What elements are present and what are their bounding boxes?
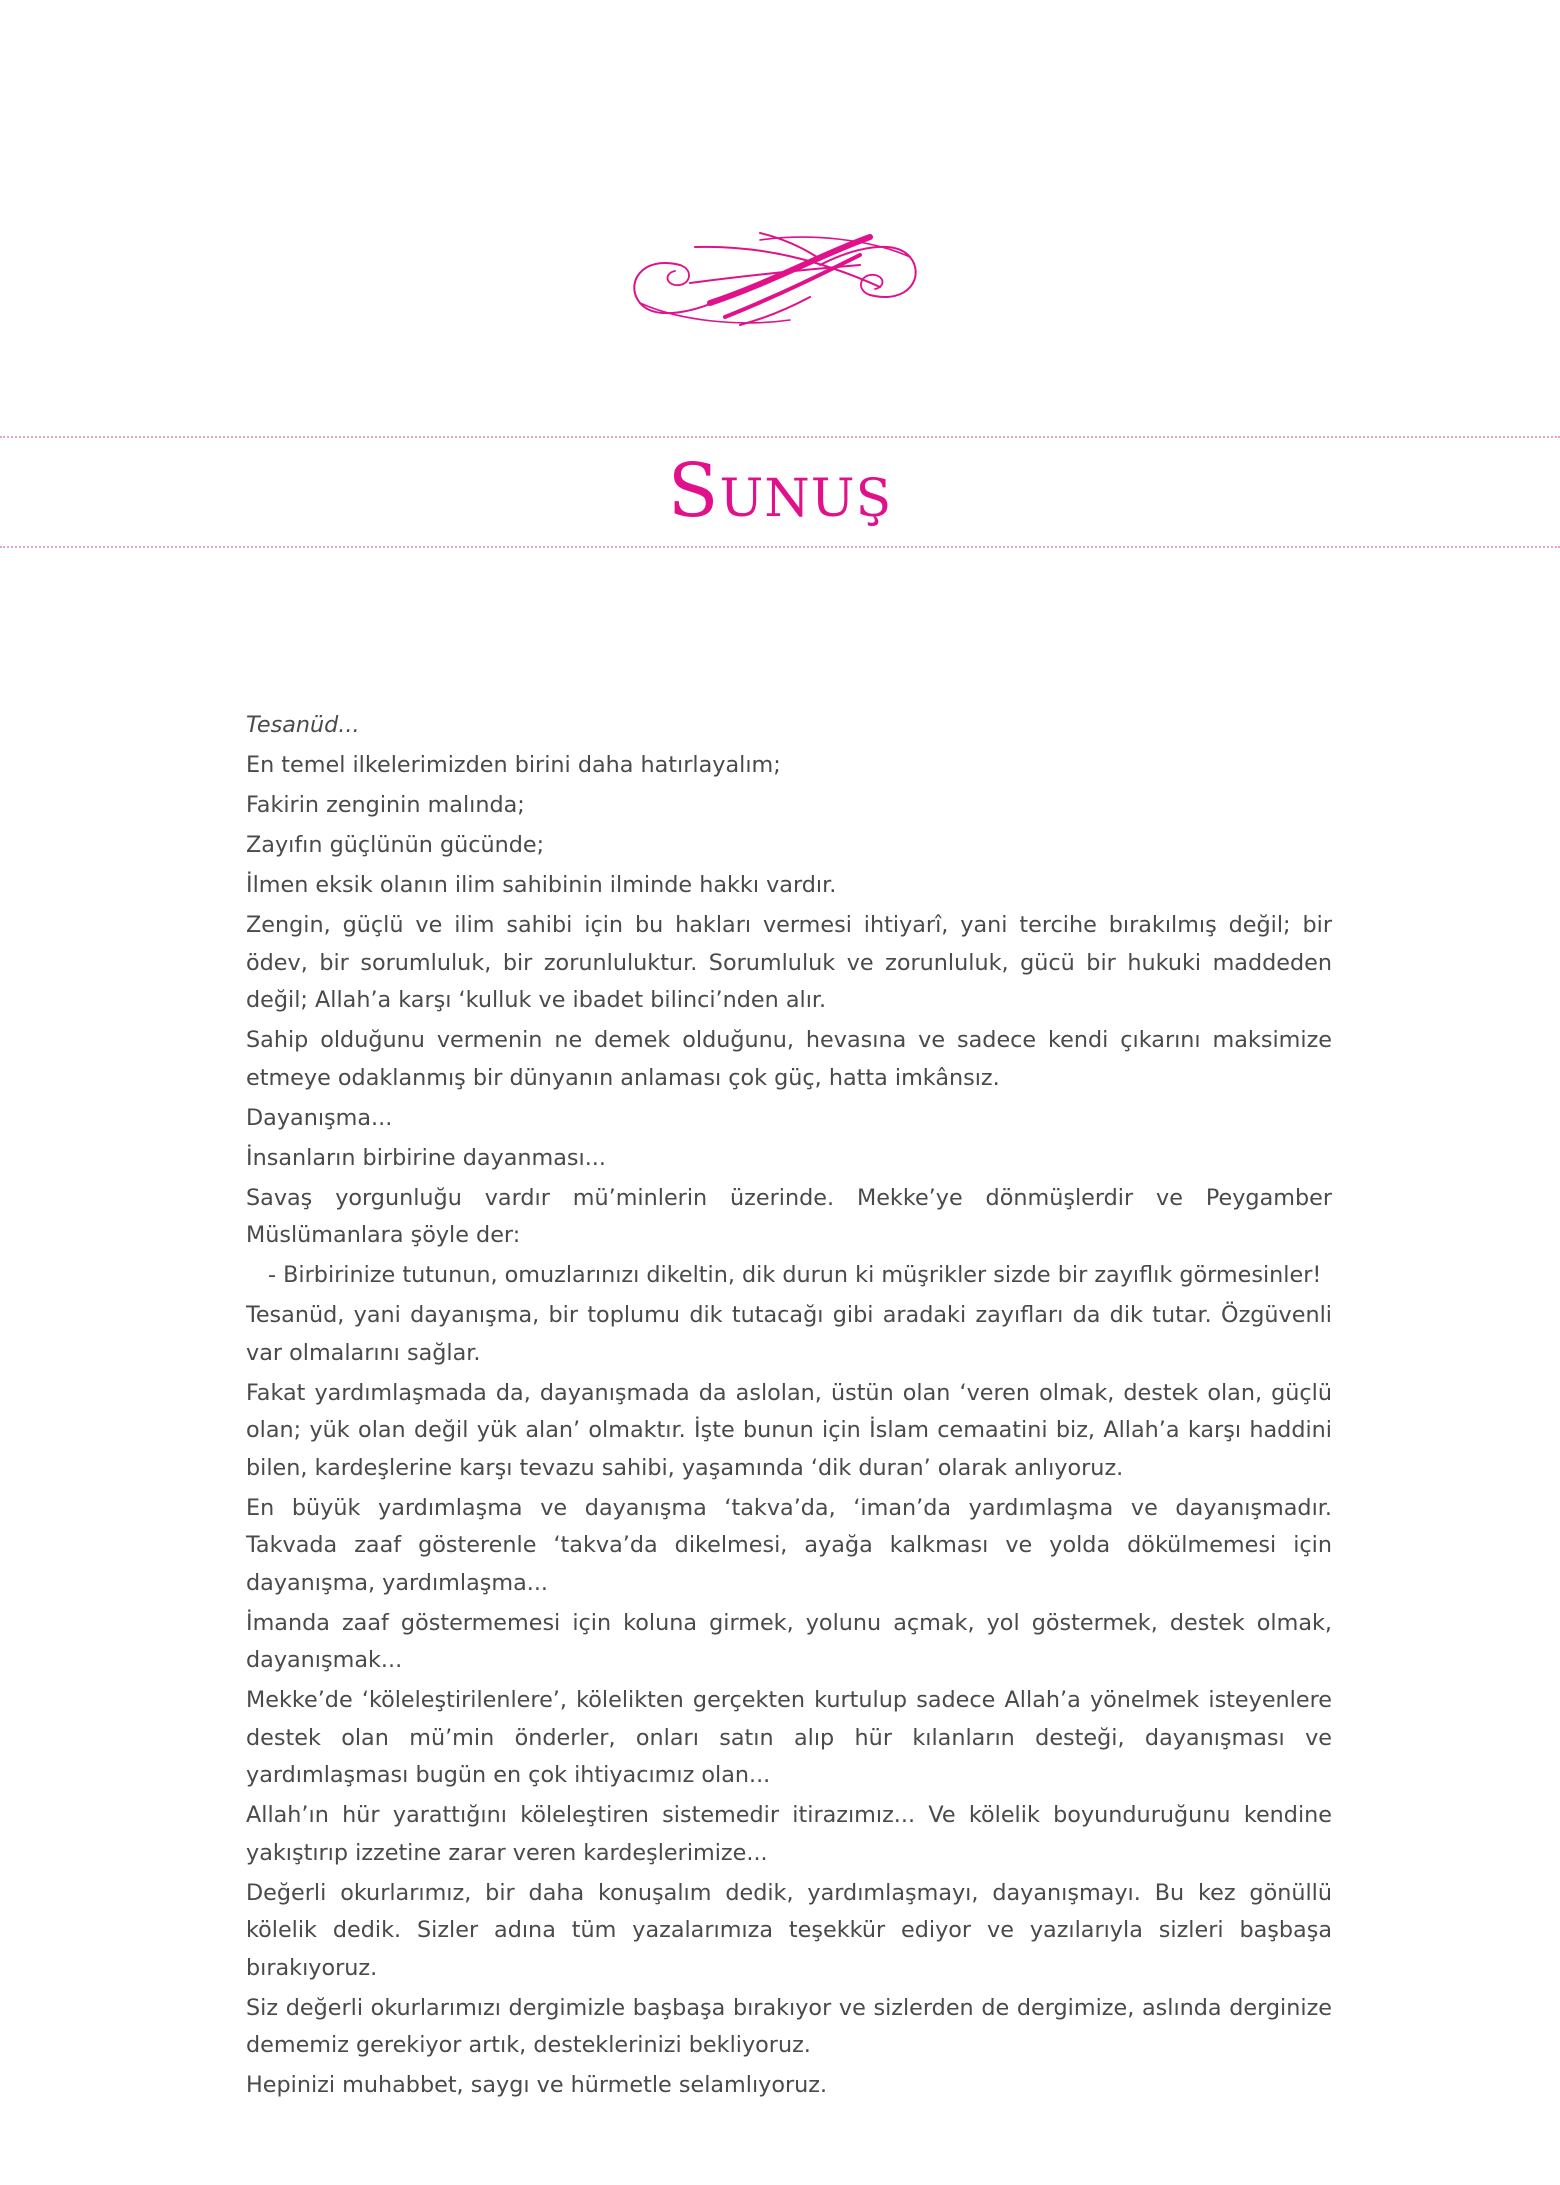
paragraph: Değerli okurlarımız, bir daha konuşalım dedik, yardımlaşmayı, dayanışmayı. Bu kez gönüllü kölelik dedik. Sizler adına tüm yazalarımıza teşekkür ediyor ve yazılarıyla sizleri başbaşa bırakıyoruz.: [246, 1879, 1332, 1981]
paragraph: Siz değerli okurlarımızı dergimizle başbaşa bırakıyor ve sizlerden de dergimize, aslında derginize dememiz gerekiyor artık, desteklerinizi bekliyoruz.: [246, 1994, 1332, 2058]
paragraph: Zayıfın güçlünün gücünde;: [246, 832, 545, 858]
paragraph: Fakat yardımlaşmada da, dayanışmada da aslolan, üstün olan ‘veren olmak, destek olan, güçlü olan; yük olan değil yük alan’ olmaktır. İşte bunun için İslam cemaatini biz, Allah’a karşı haddini bilen, kardeşlerine karşı tevazu sahibi, yaşamında ‘dik duran’ olarak anlıyoruz.: [246, 1379, 1332, 1481]
paragraph: Hepinizi muhabbet, saygı ve hürmetle selamlıyoruz.: [246, 2072, 828, 2098]
paragraph: Sahip olduğunu vermenin ne demek olduğunu, hevasına ve sadece kendi çıkarını maksimize etmeye odaklanmış bir dünyanın anlaması çok güç, hatta imkânsız.: [246, 1027, 1332, 1091]
paragraph: Savaş yorgunluğu vardır mü’minlerin üzerinde. Mekke’ye dönmüşlerdir ve Peygamber Müslümanlara şöyle der:: [246, 1184, 1332, 1248]
paragraph: Tesanüd, yani dayanışma, bir toplumu dik tutacağı gibi aradaki zayıfları da dik tutar. Özgüvenli var olmalarını sağlar.: [246, 1302, 1332, 1366]
paragraph: Dayanışma...: [246, 1104, 393, 1131]
paragraph: Mekke’de ‘köleleştirilenlere’, kölelikten gerçekten kurtulup sadece Allah’a yönelmek isteyenlere destek olan mü’min önderler, onları satın alıp hür kılanların desteği, dayanışması ve yardımlaşması bugün en çok ihtiyacımız olan...: [246, 1687, 1332, 1788]
page-title: Sunuş: [667, 448, 893, 534]
paragraph: En büyük yardımlaşma ve dayanışma ‘takva’da, ‘iman’da yardımlaşma ve dayanışmadır. Takvada zaaf gösterenle ‘takva’da dikelmesi, ayağa kalkması ve yolda dökülmemesi için dayanışma, yardımlaşma...: [246, 1494, 1332, 1596]
paragraph: En temel ilkelerimizden birini daha hatırlayalım;: [246, 752, 781, 778]
quote-paragraph: - Birbirinize tutunun, omuzlarınızı dikeltin, dik durun ki müşrikler sizde bir zayıflık görmesinler!: [268, 1262, 1322, 1288]
article-body: [246, 707, 1332, 2107]
bottom-dotted-rule: [0, 546, 1560, 548]
paragraph: Fakirin zenginin malında;: [246, 792, 525, 818]
flourish-ornament-icon: [620, 225, 930, 335]
paragraph: Allah’ın hür yarattığını köleleştiren sistemedir itirazımız... Ve kölelik boyunduruğunu kendine yakıştırıp izzetine zarar veren kardeşlerimize...: [246, 1802, 1332, 1866]
paragraph: Zengin, güçlü ve ilim sahibi için bu hakları vermesi ihtiyarî, yani tercihe bırakılmış değil; bir ödev, bir sorumluluk, bir zorunluluktur. Sorumluluk ve zorunluluk, gücü bir hukuki maddeden değil; Allah’a karşı ‘kulluk ve ibadet bilinci’nden alır.: [246, 912, 1332, 1013]
paragraph: İlmen eksik olanın ilim sahibinin ilminde hakkı vardır.: [246, 872, 837, 898]
paragraph: İnsanların birbirine dayanması...: [246, 1144, 606, 1171]
paragraph: Tesanüd...: [246, 712, 360, 738]
paragraph: İmanda zaaf göstermemesi için koluna girmek, yolunu açmak, yol göstermek, destek olmak, dayanışmak...: [246, 1609, 1332, 1673]
